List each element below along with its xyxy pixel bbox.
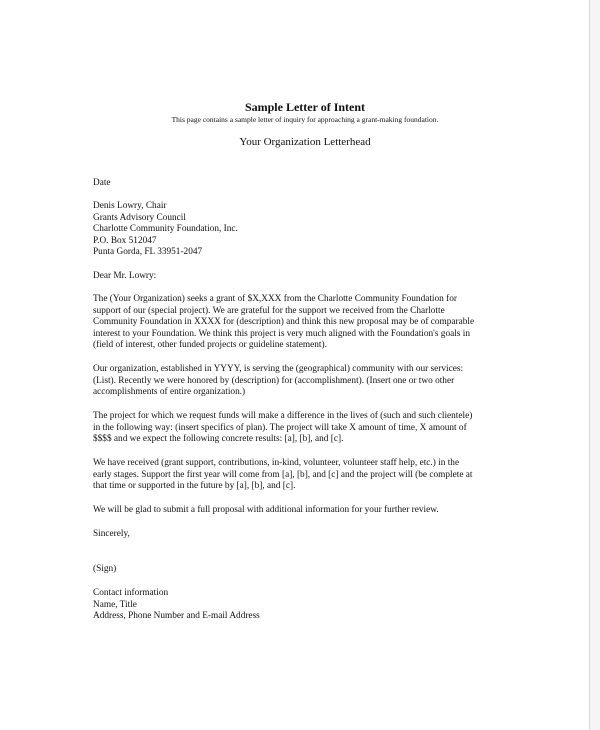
paragraph-line: in the following way: (insert specifics of plan). The project will take X amount of time, X amount of	[93, 422, 467, 433]
paragraph-line: interest to your Foundation. We think this project is very much aligned with the Foundation's goals in	[93, 328, 470, 339]
paragraph-line: support of our (special project). We are grateful for the support we received from the Charlotte	[93, 305, 445, 316]
paragraph-proposal: We will be glad to submit a full proposal with additional information for your further review.	[93, 505, 439, 515]
contact-block	[93, 588, 523, 623]
paragraph-line: We have received (grant support, contributions, in-kind, volunteer, volunteer staff help, etc.) in the	[93, 458, 460, 468]
contact-line: Name, Title	[93, 599, 137, 610]
signature-placeholder: (Sign)	[93, 564, 117, 574]
closing: Sincerely,	[93, 529, 130, 539]
paragraph-request	[93, 294, 523, 352]
document-subtitle: This page contains a sample letter of inquiry for approaching a grant-making foundation.	[171, 115, 439, 124]
paragraph-line: The project for which we request funds will make a difference in the lives of (such and such clientele)	[93, 411, 473, 421]
address-line: Denis Lowry, Chair	[93, 201, 167, 211]
paragraph-line: $$$$ and we expect the following concrete results: [a], [b], and [c].	[93, 434, 344, 445]
contact-line: Contact information	[93, 588, 169, 598]
paragraph-line: early stages. Support the first year will come from [a], [b], and [c] and the project will (be complete at	[93, 469, 473, 480]
letterhead: Your Organization Letterhead	[239, 136, 371, 148]
salutation: Dear Mr. Lowry:	[93, 271, 157, 281]
paragraph-line: that time or supported in the future by [a], [b], and [c].	[93, 481, 296, 492]
paragraph-organization	[93, 364, 523, 399]
address-line: Grants Advisory Council	[93, 212, 186, 223]
paragraph-line: (field of interest, other funded projects or guideline statement).	[93, 340, 327, 351]
address-line: Punta Gorda, FL 33951-2047	[93, 247, 203, 258]
date-line: Date	[93, 178, 111, 188]
paragraph-support	[93, 458, 523, 493]
contact-line: Address, Phone Number and E-mail Address	[93, 611, 260, 622]
address-line: P.O. Box 512047	[93, 235, 157, 246]
address-line: Charlotte Community Foundation, Inc.	[93, 224, 238, 235]
recipient-address	[93, 201, 523, 259]
paragraph-line: Community Foundation in XXXX for (description) and think this new proposal may be of comparable	[93, 317, 475, 328]
paragraph-project	[93, 411, 523, 446]
paragraph-line: The (Your Organization) seeks a grant of $X,XXX from the Charlotte Community Foundation for	[93, 294, 457, 304]
paragraph-line: (List). Recently we were honored by (description) for (accomplishment). (Insert one or two other	[93, 375, 455, 386]
paragraph-line: Our organization, established in YYYY, is serving the (geographical) community with our services:	[93, 364, 464, 374]
document-title: Sample Letter of Intent	[244, 100, 366, 114]
paragraph-line: accomplishments of entire organization.)	[93, 387, 246, 398]
